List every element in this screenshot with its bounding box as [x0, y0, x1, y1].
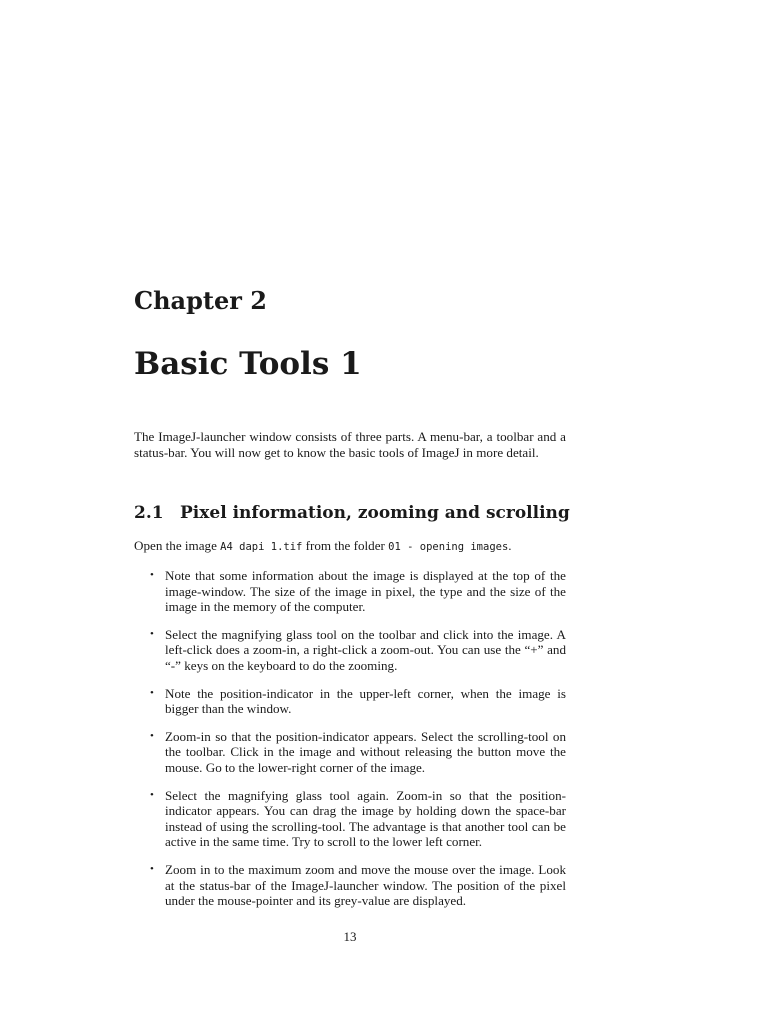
bullet-icon: •: [150, 627, 154, 640]
list-item: [150, 686, 566, 717]
list-item-text: Zoom-in so that the position-indicator appears. Select the scrolling-tool on the toolbar. Click in the image and without releasing the button move the mouse. Go to the lower-right corner of the image.: [165, 728, 566, 775]
bullet-icon: •: [150, 729, 154, 742]
bullet-icon: •: [150, 862, 154, 875]
intro-paragraph: The ImageJ-launcher window consists of three parts. A menu-bar, a toolbar and a status-bar. You will now get to know the basic tools of ImageJ in more detail.: [134, 429, 566, 460]
list-item-text: Select the magnifying glass tool on the toolbar and click into the image. A left-click does a zoom-in, a right-click a zoom-out. You can use the “+” and “-” keys on the keyboard to do the zooming.: [165, 626, 566, 673]
folder-name: 01 - opening images: [388, 541, 509, 553]
open-middle: from the folder: [302, 538, 389, 553]
list-item-text: Select the magnifying glass tool again. Zoom-in so that the position-indicator appears. You can drag the image by holding down the space-bar instead of using the scrolling-tool. The advantage is that another tool can be active in the same time. Try to scroll to the lower left corner.: [165, 787, 566, 850]
list-item-text: Note the position-indicator in the upper-left corner, when the image is bigger than the window.: [165, 685, 566, 717]
open-suffix: .: [508, 538, 512, 553]
list-item: [150, 862, 566, 909]
section-number: 2.1: [134, 503, 164, 523]
page-number: 13: [343, 929, 357, 944]
bullet-icon: •: [150, 788, 154, 801]
instruction-list: [150, 568, 566, 909]
list-item-text: Zoom in to the maximum zoom and move the mouse over the image. Look at the status-bar of the ImageJ-launcher window. The position of the pixel under the mouse-pointer and its grey-value are displayed.: [165, 861, 566, 909]
list-item: [150, 788, 566, 850]
open-prefix: Open the image: [134, 538, 221, 553]
list-item: [150, 568, 566, 615]
open-instruction: [134, 538, 512, 555]
section-heading: [134, 502, 570, 524]
bullet-icon: •: [150, 686, 154, 699]
chapter-title: Basic Tools 1: [134, 346, 362, 382]
list-item-text: Note that some information about the image is displayed at the top of the image-window. The size of the image in pixel, the type and the size of the image in the memory of the computer.: [165, 568, 566, 615]
list-item: [150, 729, 566, 776]
file-name: A4 dapi 1.tif: [220, 541, 303, 553]
list-item: [150, 627, 566, 674]
chapter-label: Chapter 2: [134, 286, 267, 315]
section-title: Pixel information, zooming and scrolling: [180, 503, 570, 523]
bullet-icon: •: [150, 569, 154, 581]
